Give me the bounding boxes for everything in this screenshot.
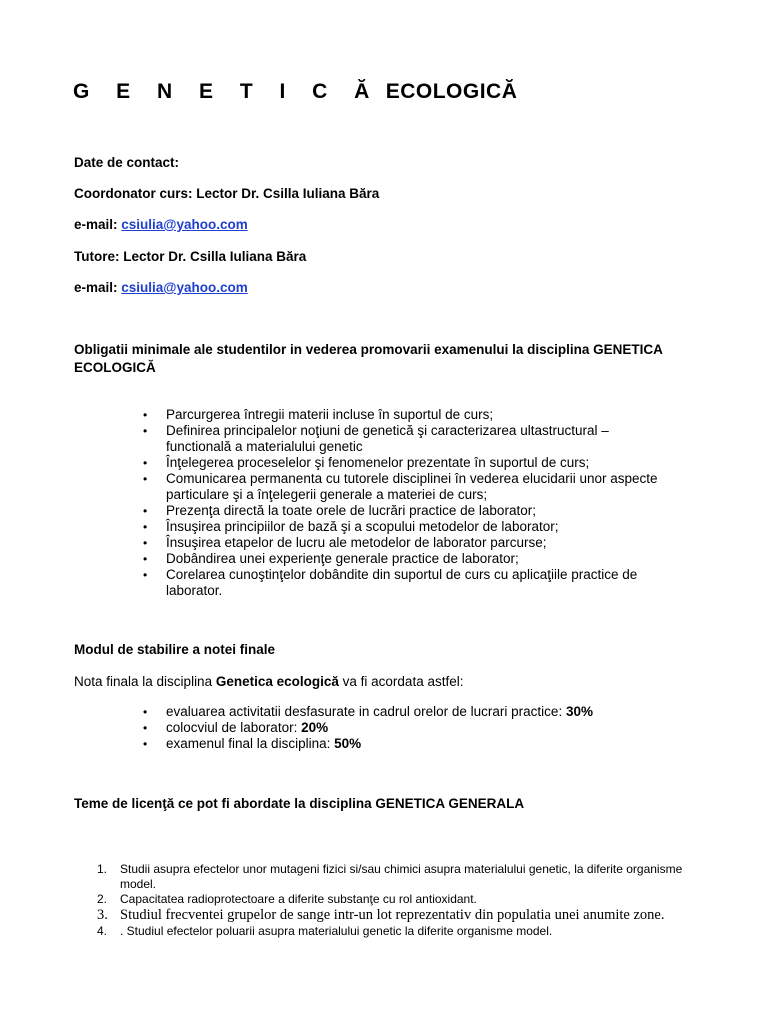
list-item (0, 907, 768, 924)
bullet-icon: • (143, 705, 148, 719)
list-item-text: Prezenţa directă la toate orele de lucrări practice de laborator; (166, 503, 536, 518)
title-spaced: G E N E T I C Ă (73, 80, 380, 103)
themes-list (0, 862, 768, 939)
list-item (0, 551, 768, 567)
list-item (0, 423, 768, 455)
list-item (0, 567, 768, 599)
coordinator-line: Coordonator curs: Lector Dr. Csilla Iuliana Băra (74, 186, 380, 201)
tutor-line: Tutore: Lector Dr. Csilla Iuliana Băra (74, 249, 307, 264)
list-item-text: evaluarea activitatii desfasurate in cadrul orelor de lucrari practice: (166, 704, 566, 719)
grading-heading: Modul de stabilire a notei finale (74, 642, 276, 657)
list-item (0, 503, 768, 519)
list-item-text: Însuşirea principiilor de bază şi a scopului metodelor de laborator; (166, 519, 559, 534)
bullet-icon: • (143, 568, 148, 582)
list-item-text: . Studiul efectelor poluarii asupra materialului genetic la diferite organisme model. (120, 924, 553, 938)
list-item (0, 924, 768, 939)
grading-percent: 50% (334, 736, 362, 751)
bullet-icon: • (143, 721, 148, 735)
grading-intro-bold: Genetica ecologică (215, 674, 339, 689)
grading-intro-before: Nota finala la disciplina (74, 674, 216, 689)
document-title (73, 79, 517, 105)
grading-intro (74, 673, 463, 691)
list-item (0, 862, 768, 892)
list-number: 1. (97, 862, 108, 876)
list-item-text: Definirea principalelor noţiuni de genetică şi caracterizarea ultastructural – functională a materialului genetic (166, 423, 609, 454)
list-item-text: Înţelegerea proceselelor şi fenomenelor prezentate în suportul de curs; (166, 455, 590, 470)
bullet-icon: • (143, 737, 148, 751)
grading-list (0, 704, 768, 752)
coordinator-email-link[interactable]: csiulia@yahoo.com (121, 217, 248, 232)
bullet-icon: • (143, 504, 148, 518)
list-number: 2. (97, 892, 108, 906)
list-item-text: examenul final la disciplina: (166, 736, 335, 751)
bullet-icon: • (143, 536, 148, 550)
list-item-text: Capacitatea radioprotectoare a diferite substanţe cu rol antioxidant. (120, 892, 477, 906)
list-item-text: Comunicarea permanenta cu tutorele disciplinei în vederea elucidarii unor aspecte particulare şi a înţelegerii generale a materiei de curs; (166, 471, 658, 502)
email-label: e-mail: (74, 217, 118, 232)
grading-percent: 20% (301, 720, 329, 735)
bullet-icon: • (143, 552, 148, 566)
title-rest: ECOLOGICĂ (385, 80, 518, 103)
contact-heading: Date de contact: (74, 155, 180, 170)
list-item-text: Studii asupra efectelor unor mutageni fizici si/sau chimici asupra materialului genetic, la diferite organisme model. (120, 862, 683, 891)
grading-percent: 30% (565, 704, 593, 719)
themes-heading: Teme de licenţă ce pot fi abordate la disciplina GENETICA GENERALA (74, 796, 525, 811)
coordinator-email-line (74, 216, 248, 234)
list-item (0, 720, 768, 736)
bullet-icon: • (143, 456, 148, 470)
list-item-text: Corelarea cunoştinţelor dobândite din suportul de curs cu aplicaţiile practice de laborator. (166, 567, 638, 598)
list-item (0, 892, 768, 907)
list-item-text: colocviul de laborator: (166, 720, 302, 735)
list-item-text: Studiul frecventei grupelor de sange intr-un lot reprezentativ din populatia unei anumite zone. (120, 907, 665, 923)
bullet-icon: • (143, 424, 148, 438)
list-item (0, 455, 768, 471)
tutor-email-line (74, 279, 248, 297)
bullet-icon: • (143, 408, 148, 422)
bullet-icon: • (143, 472, 148, 486)
obligations-heading: Obligatii minimale ale studentilor in vederea promovarii examenului la disciplina GENETICA ECOLOGICĂ (74, 342, 663, 375)
email-label: e-mail: (74, 280, 118, 295)
list-item-text: Dobândirea unei experienţe generale practice de laborator; (166, 551, 519, 566)
list-item (0, 535, 768, 551)
list-item (0, 407, 768, 423)
grading-intro-after: va fi acordata astfel: (338, 674, 464, 689)
list-item (0, 471, 768, 503)
list-item (0, 736, 768, 752)
list-item (0, 519, 768, 535)
obligations-list (0, 407, 768, 599)
tutor-email-link[interactable]: csiulia@yahoo.com (121, 280, 248, 295)
list-number: 3. (97, 907, 108, 923)
bullet-icon: • (143, 520, 148, 534)
list-item (0, 704, 768, 720)
list-number: 4. (97, 924, 108, 938)
list-item-text: Însuşirea etapelor de lucru ale metodelor de laborator parcurse; (166, 535, 547, 550)
list-item-text: Parcurgerea întregii materii incluse în suportul de curs; (166, 407, 494, 422)
